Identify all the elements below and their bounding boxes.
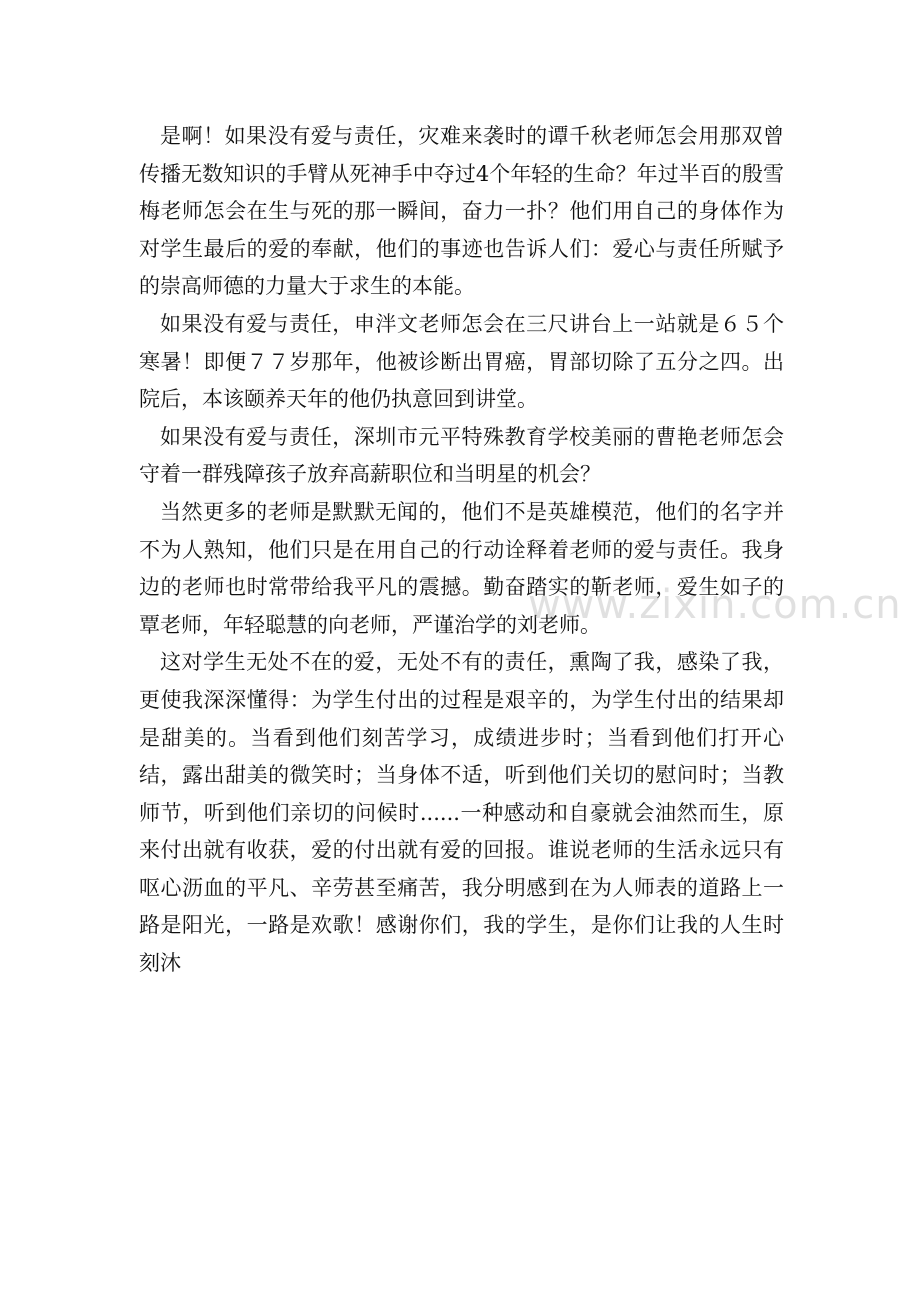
paragraph-5: 这对学生无处不在的爱，无处不有的责任，熏陶了我，感染了我，更使我深深懂得：为学生付出的过程是艰辛的，为学生付出的结果却是甜美的。当看到他们刻苦学习，成绩进步时；当看到他们打开心结，露出甜美的微笑时；当身体不适，听到他们关切的慰问时；当教师节，听到他们亲切的问候时......一种感动和自豪就会油然而生，原来付出就有收获，爱的付出就有爱的回报。谁说老师的生活永远只有呕心沥血的平凡、辛劳甚至痛苦，我分明感到在为人师表的道路上一路是阳光，一路是欢歌！感谢你们，我的学生，是你们让我的人生时刻沐 [139,650,784,976]
document-body [139,118,784,983]
paragraph-3: 如果没有爱与责任，深圳市元平特殊教育学校美丽的曹艳老师怎会守着一群残障孩子放弃高薪职位和当明星的机会？ [139,424,784,487]
paragraph-1: 是啊！如果没有爱与责任，灾难来袭时的谭千秋老师怎会用那双曾传播无数知识的手臂从死神手中夺过4个年轻的生命？年过半百的殷雪梅老师怎会在生与死的那一瞬间，奋力一扑？他们用自己的身体作为对学生最后的爱的奉献，他们的事迹也告诉人们：爱心与责任所赋予的崇高师德的力量大于求生的本能。 [139,124,784,299]
paragraph-2: 如果没有爱与责任，申泮文老师怎会在三尺讲台上一站就是６５个寒暑！即便７７岁那年，他被诊断出胃癌，胃部切除了五分之四。出院后，本该颐养天年的他仍执意回到讲堂。 [139,311,784,412]
watermark: www.zixin.com.cn [528,582,902,628]
paragraph-4: 当然更多的老师是默默无闻的，他们不是英雄模范，他们的名字并不为人熟知，他们只是在用自己的行动诠释着老师的爱与责任。我身边的老师也时常带给我平凡的震撼。勤奋踏实的靳老师，爱生如子的覃老师，年轻聪慧的向老师，严谨治学的刘老师。 [139,499,784,637]
